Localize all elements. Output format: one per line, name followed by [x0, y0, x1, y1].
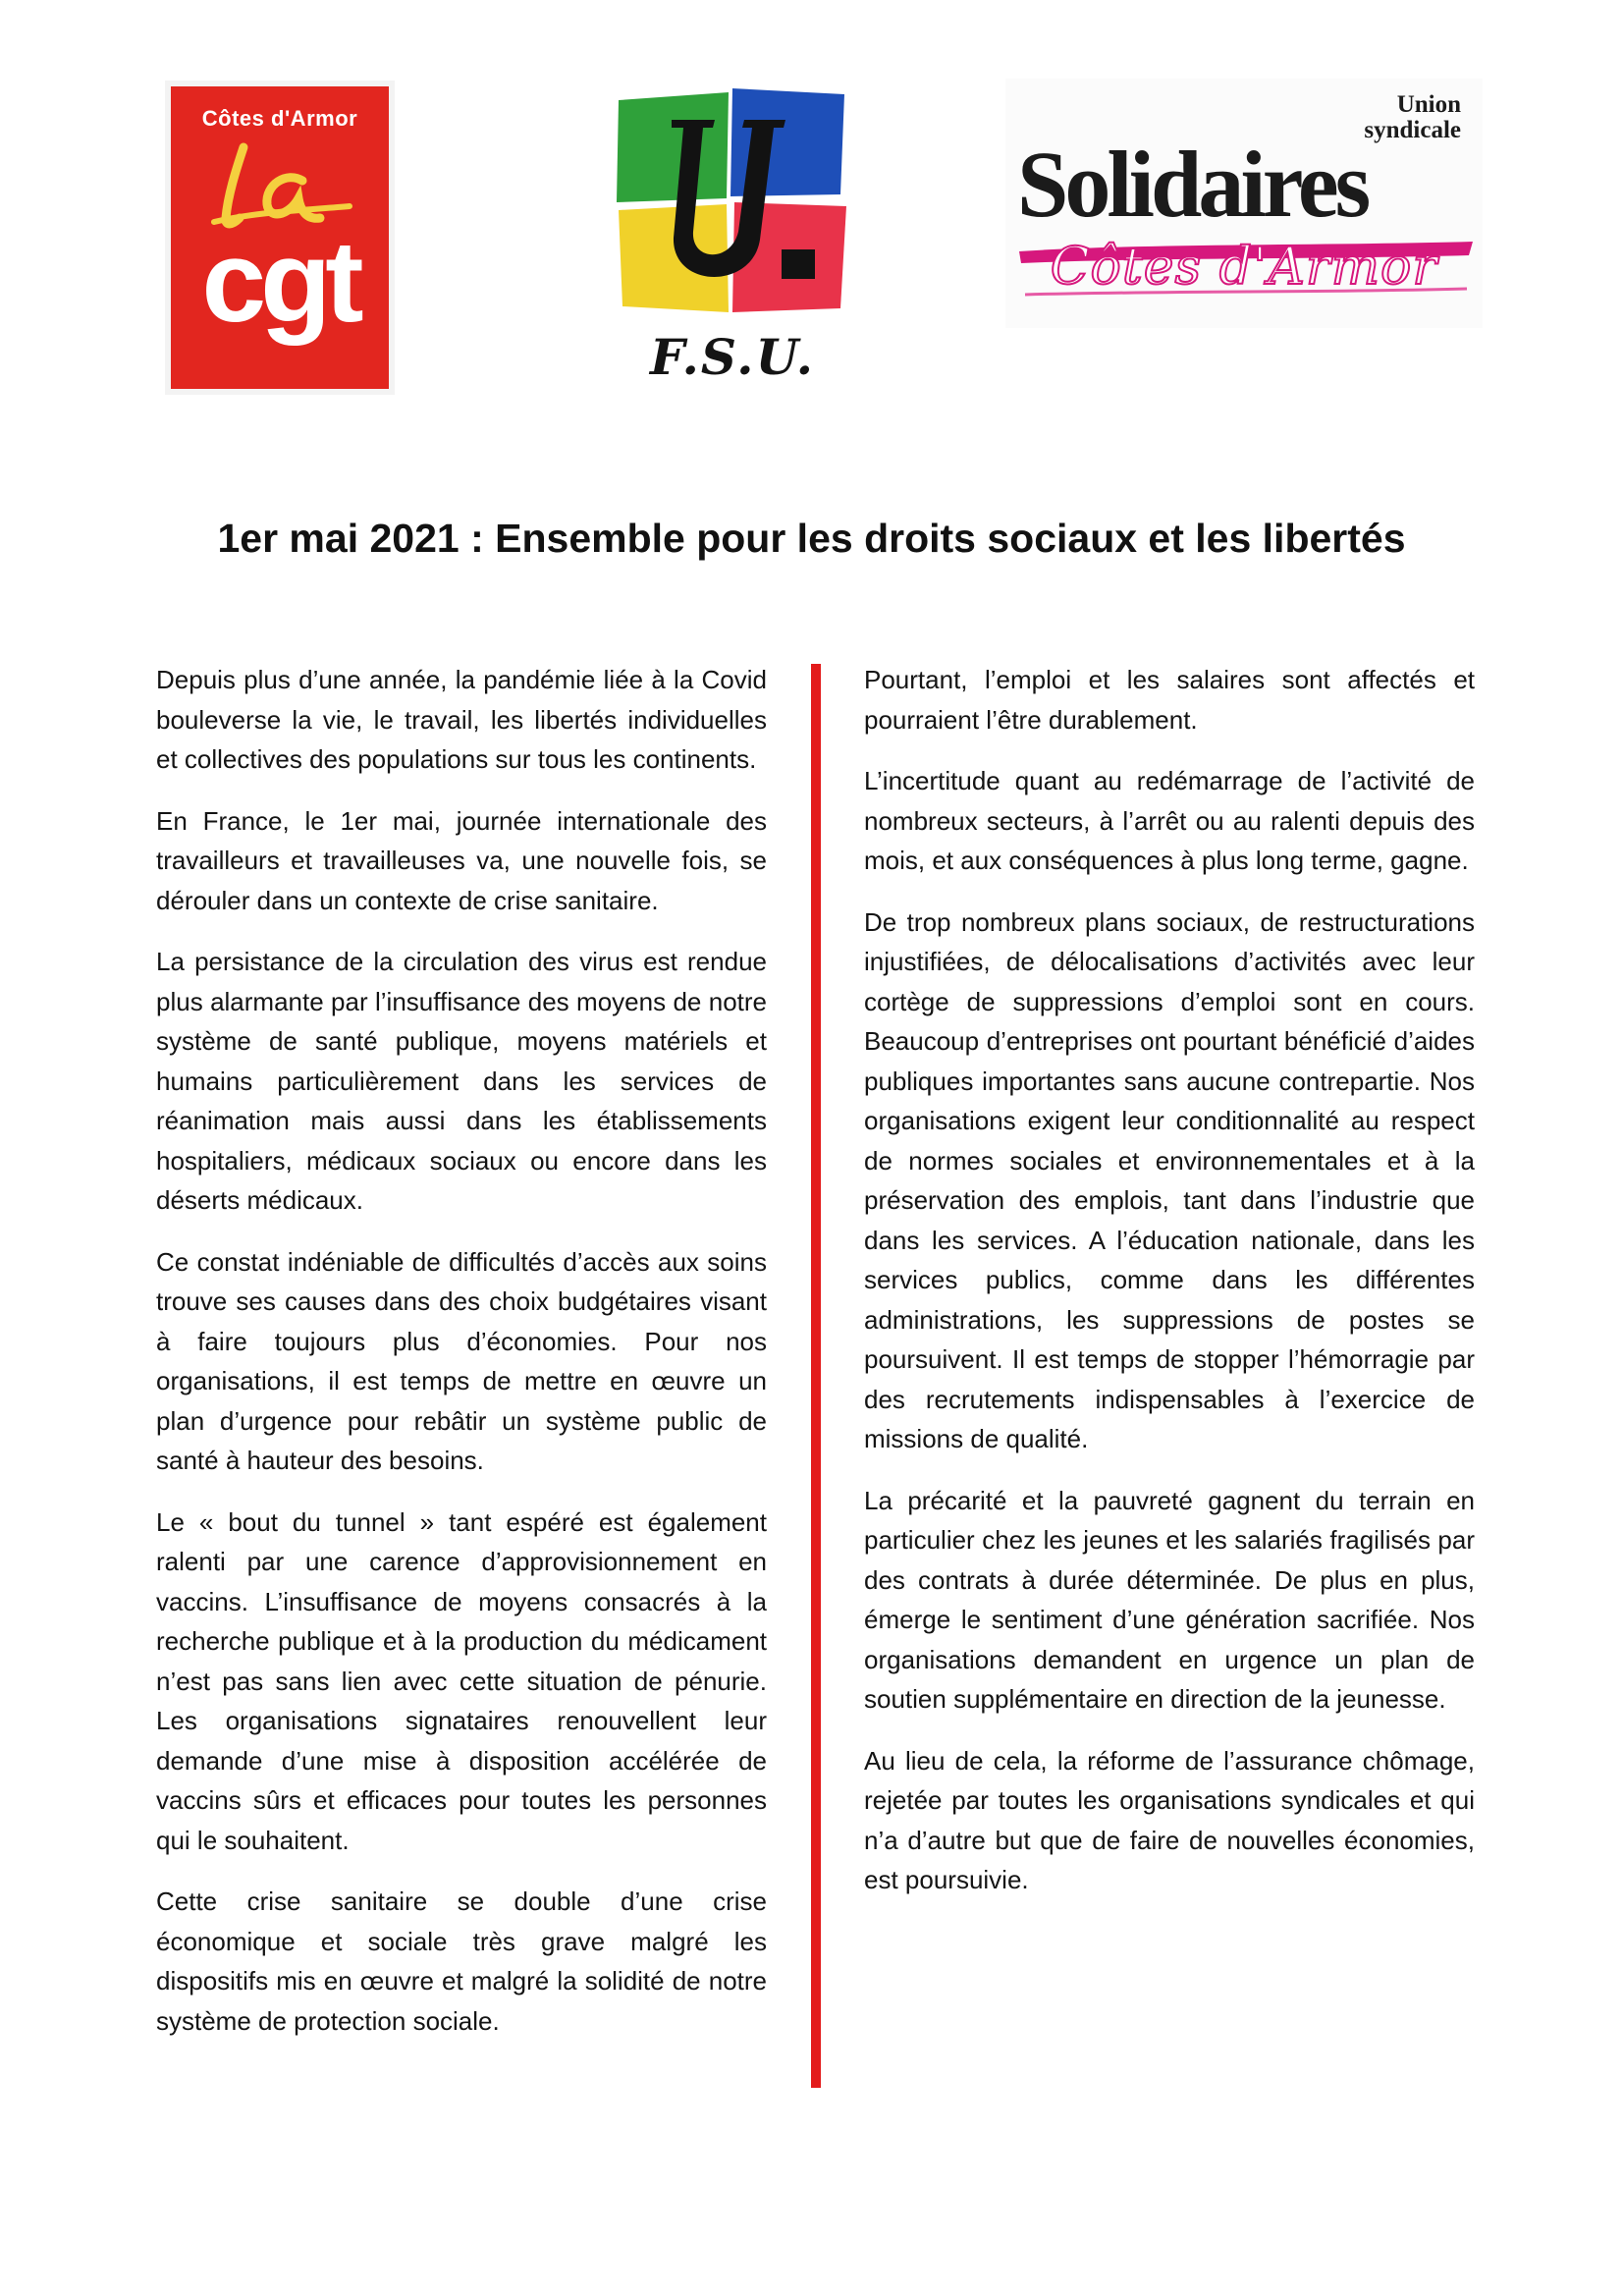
solidaires-union-line2: syndicale [1364, 116, 1461, 143]
solidaires-logo-region: Côtes d'Armor [1050, 238, 1438, 297]
cgt-logo [171, 86, 389, 389]
paragraph: L’incertitude quant au redémarrage de l’activité de nombreux secteurs, à l’arrêt ou au ralenti depuis des mois, et aux conséquences à plus long terme, gagne. [864, 766, 1475, 875]
paragraph: Cette crise sanitaire se double d’une crise économique et sociale très grave malgré les dispositifs mis en œuvre et malgré la solidité de notre système de protection sociale. [156, 1886, 767, 2036]
cgt-logo-region: Côtes d'Armor [201, 106, 358, 131]
solidaires-logo-union [1364, 92, 1461, 142]
paragraph: La précarité et la pauvreté gagnent du terrain en particulier chez les jeunes et les salariés fragilisés par des contrats à durée déterminée. De plus en plus, émerge le sentiment d’une génération sacrifiée. Nos organisations demandent en urgence un plan de soutien supplémentaire en direction de la jeunesse. [864, 1485, 1475, 1714]
fsu-logo [613, 84, 852, 389]
solidaires-logo-wordmark: Solidaires [1017, 132, 1368, 237]
paragraph: Le « bout du tunnel » tant espéré est également ralenti par une carence d’approvisionnement en vaccins. L’insuffisance de moyens consacrés à la recherche publique et à la production du médicament n’est pas sans lien avec cette situation de pénurie. Les organisations signataires renouvellent leur demande d’une mise à disposition accélérée de vaccins sûrs et efficaces pour toutes les personnes qui le souhaitent. [156, 1506, 767, 1855]
paragraph: Depuis plus d’une année, la pandémie liée à la Covid bouleverse la vie, le travail, les libertés individuelles et collectives des populations sur tous les continents. [156, 665, 767, 774]
paragraph: Ce constat indéniable de difficultés d’accès aux soins trouve ses causes dans des choix budgétaires visant à faire toujours plus d’économies. Pour nos organisations, il est temps de mettre en œuvre un plan d’urgence pour rebâtir un système public de santé à hauteur des besoins. [156, 1246, 767, 1475]
column-divider [811, 664, 821, 2088]
solidaires-union-line1: Union [1396, 91, 1461, 118]
paragraph: En France, le 1er mai, journée internationale des travailleurs et travailleuses va, une nouvelle fois, se dérouler dans un contexte de crise sanitaire. [156, 805, 767, 915]
fsu-color-blocks-icon [613, 84, 852, 320]
paragraph: Au lieu de cela, la réforme de l’assurance chômage, rejetée par toutes les organisations syndicales et qui n’a d’autre but que de faire de nouvelles économies, est poursuivie. [864, 1745, 1475, 1894]
paragraph: De trop nombreux plans sociaux, de restructurations injustifiées, de délocalisations d’activités avec leur cortège de suppressions d’emploi sont en cours. Beaucoup d’entreprises ont pourtant bénéficié d’aides publiques importantes sans aucune contrepartie. Nos organisations exigent leur conditionnalité au respect de normes sociales et environnementales et à la préservation des emplois, tant dans l’industrie que dans les services. A l’éducation nationale, dans les services publics, comme dans les différentes administrations, les suppressions de postes se poursuivent. Il est temps de stopper l’hémorragie par des recrutements indispensables à l’exercice de missions de qualité. [864, 906, 1475, 1453]
cgt-logo-wordmark: cgt [201, 217, 358, 347]
right-column [864, 660, 1475, 1922]
solidaires-logo [1005, 79, 1483, 328]
left-column [156, 660, 767, 2062]
paragraph: Pourtant, l’emploi et les salaires sont affectés et pourraient l’être durablement. [864, 665, 1475, 735]
document-title: 1er mai 2021 : Ensemble pour les droits sociaux et les libertés [217, 516, 1406, 561]
paragraph: La persistance de la circulation des virus est rendue plus alarmante par l’insuffisance des moyens de notre système de santé publique, moyens matériels et humains particulièrement dans les services de réanimation mais aussi dans les établissements hospitaliers, médicaux sociaux ou encore dans les déserts médicaux. [156, 947, 767, 1215]
fsu-logo-name: F.S.U. [649, 328, 816, 386]
